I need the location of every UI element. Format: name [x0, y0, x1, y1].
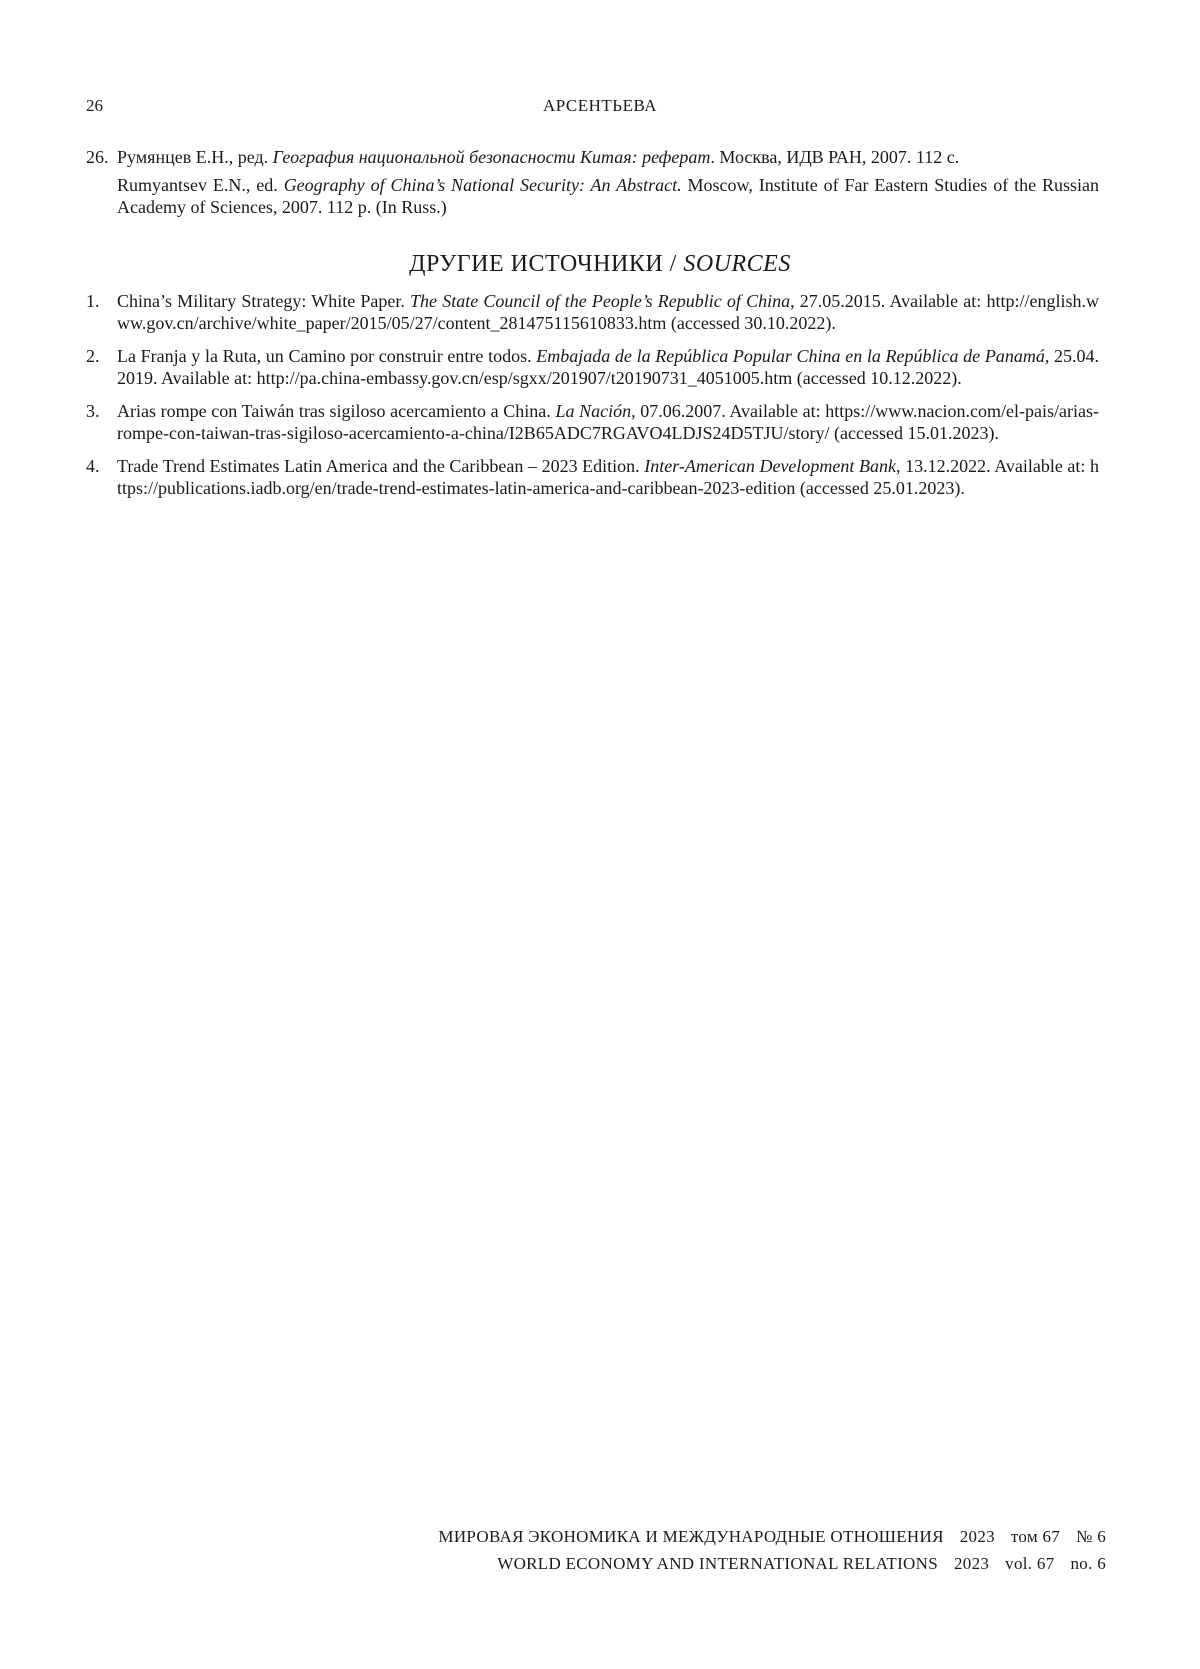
source-item: [86, 345, 1099, 389]
section-heading-en: SOURCES: [683, 251, 791, 277]
source-number: 2.: [86, 346, 100, 366]
source-publisher: Embajada de la República Popular China en la República de Panamá: [536, 346, 1045, 366]
source-text: China’s Military Strategy: White Paper.: [117, 291, 411, 311]
source-text: La Franja y la Ruta, un Camino por construir entre todos.: [117, 346, 537, 366]
references-list: [86, 146, 1099, 218]
footer-ru-year: 2023: [959, 1527, 995, 1546]
reference-english: [117, 174, 1099, 218]
section-heading: [0, 251, 1200, 278]
section-heading-ru: ДРУГИЕ ИСТОЧНИКИ /: [409, 251, 684, 277]
reference-ru-title: География национальной безопасности Китая: реферат: [272, 147, 711, 167]
reference-en-rest: Moscow, Institute of Far Eastern Studies of the Russian Academy of Sciences, 2007. 112 p. (In Russ.): [117, 175, 1099, 217]
reference-en-author: Rumyantsev E.N., ed.: [117, 175, 284, 195]
source-item: [86, 400, 1099, 444]
source-details: , 27.05.2015. Available at: http://english.www.gov.cn/archive/white_paper/2015/05/27/content_281475115610833.htm (accessed 30.10.2022).: [117, 291, 1099, 333]
source-number: 3.: [86, 401, 100, 421]
reference-item: [86, 146, 1099, 218]
footer-journal-ru: [438, 1527, 1106, 1547]
source-number: 1.: [86, 291, 100, 311]
source-details: , 07.06.2007. Available at: https://www.nacion.com/el-pais/arias-rompe-con-taiwan-tras-sigiloso-acercamiento-a-china/I2B65ADC7RGAVO4LDJS24D5TJU/story/ (accessed 15.01.2023).: [117, 401, 1099, 443]
source-publisher: La Nación: [555, 401, 632, 421]
source-number: 4.: [86, 456, 100, 476]
footer-ru-journal-name: МИРОВАЯ ЭКОНОМИКА И МЕЖДУНАРОДНЫЕ ОТНОШЕНИЯ: [438, 1527, 944, 1546]
sources-list: [86, 290, 1099, 510]
reference-russian: [117, 146, 1099, 168]
source-publisher: Inter-American Development Bank: [644, 456, 896, 476]
page-number: 26: [86, 96, 103, 115]
source-details: , 13.12.2022. Available at: https://publications.iadb.org/en/trade-trend-estimates-latin-america-and-caribbean-2023-edition (accessed 25.01.2023).: [117, 456, 1099, 498]
reference-ru-rest: . Москва, ИДВ РАН, 2007. 112 с.: [710, 147, 960, 167]
footer-journal-en: [497, 1554, 1106, 1574]
reference-en-title: Geography of China’s National Security: An Abstract.: [283, 175, 682, 195]
footer-en-journal-name: WORLD ECONOMY AND INTERNATIONAL RELATIONS: [497, 1554, 938, 1573]
footer-ru-volume: том 67: [1010, 1527, 1061, 1546]
source-text: Arias rompe con Taiwán tras sigiloso acercamiento a China.: [117, 401, 556, 421]
running-head: АРСЕНТЬЕВА: [542, 96, 657, 115]
footer-en-issue: no. 6: [1070, 1554, 1106, 1573]
reference-ru-author: Румянцев Е.Н., ред.: [117, 147, 273, 167]
source-item: [86, 455, 1099, 499]
source-text: Trade Trend Estimates Latin America and the Caribbean – 2023 Edition.: [117, 456, 645, 476]
reference-number: 26.: [86, 147, 109, 167]
source-details: , 25.04.2019. Available at: http://pa.china-embassy.gov.cn/esp/sgxx/201907/t20190731_4051005.htm (accessed 10.12.2022).: [117, 346, 1100, 388]
footer-en-year: 2023: [953, 1554, 990, 1573]
source-publisher: The State Council of the People’s Republic of China: [410, 291, 791, 311]
source-item: [86, 290, 1099, 334]
footer-en-volume: vol. 67: [1005, 1554, 1055, 1573]
footer-ru-issue: № 6: [1076, 1527, 1106, 1546]
